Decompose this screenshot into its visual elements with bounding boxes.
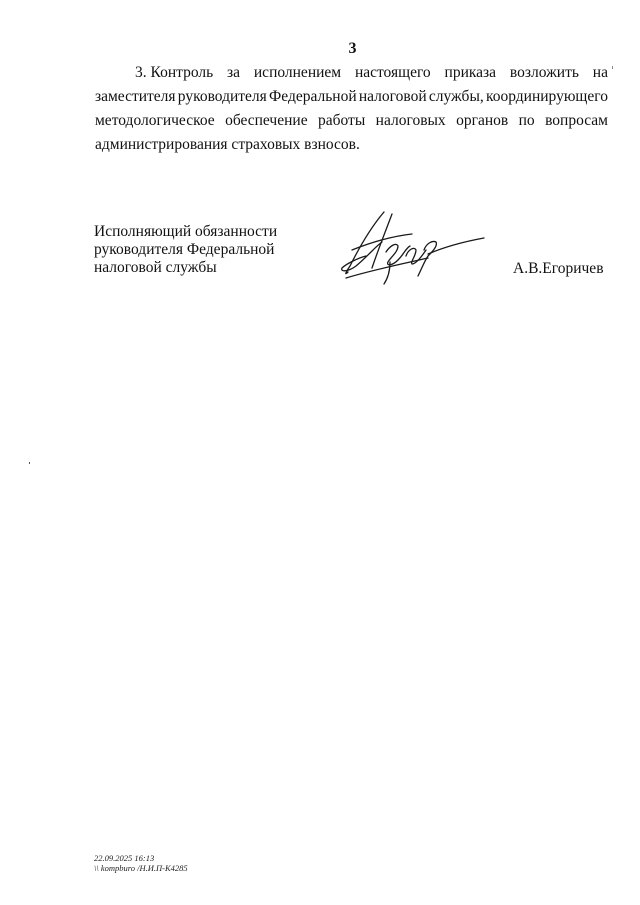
- word: налоговых: [375, 112, 446, 129]
- signer-position: [94, 223, 277, 277]
- scan-speck: [29, 462, 30, 464]
- word: приказа: [444, 64, 497, 81]
- paragraph-line-4: [95, 133, 608, 157]
- document-footer: [94, 853, 188, 873]
- word: 3. Контроль: [135, 64, 214, 81]
- footer-date-time: 22.09.2025 16:13: [94, 853, 155, 863]
- word: исполнением: [253, 64, 342, 81]
- signer-name: А.В.Егоричев: [513, 260, 604, 277]
- word: на: [592, 64, 608, 81]
- paragraph-line-2: [95, 85, 608, 109]
- word: обеспечение: [225, 112, 308, 129]
- order-paragraph: [95, 61, 608, 157]
- signer-position-line: налоговой службы: [94, 259, 217, 276]
- word: координирующего: [485, 88, 608, 105]
- word: работы: [318, 112, 366, 129]
- signer-position-line: руководителя Федеральной: [94, 241, 275, 258]
- word: настоящего: [354, 64, 431, 81]
- scan-speck: [612, 66, 613, 69]
- word: возложить: [509, 64, 579, 81]
- page-number: 3: [348, 40, 357, 57]
- footer-file-ref: \\ kompburo /Н.И.П-К4285: [94, 863, 188, 873]
- word: за: [227, 64, 241, 81]
- signer-position-line: Исполняющий обязанности: [94, 223, 278, 240]
- paragraph-line-1: [95, 61, 608, 85]
- word: налоговой: [358, 88, 427, 105]
- word: Федеральной: [269, 88, 357, 105]
- word: вопросам: [545, 112, 608, 129]
- word-group: администрирования страховых взносов.: [95, 136, 360, 153]
- word: заместителя: [95, 88, 176, 105]
- word: по: [518, 112, 535, 129]
- word: органов: [456, 112, 509, 129]
- handwritten-signature: [332, 206, 488, 288]
- word: службы,: [428, 88, 484, 105]
- word: методологическое: [95, 112, 215, 129]
- paragraph-line-3: [95, 109, 608, 133]
- word: руководителя: [177, 88, 267, 105]
